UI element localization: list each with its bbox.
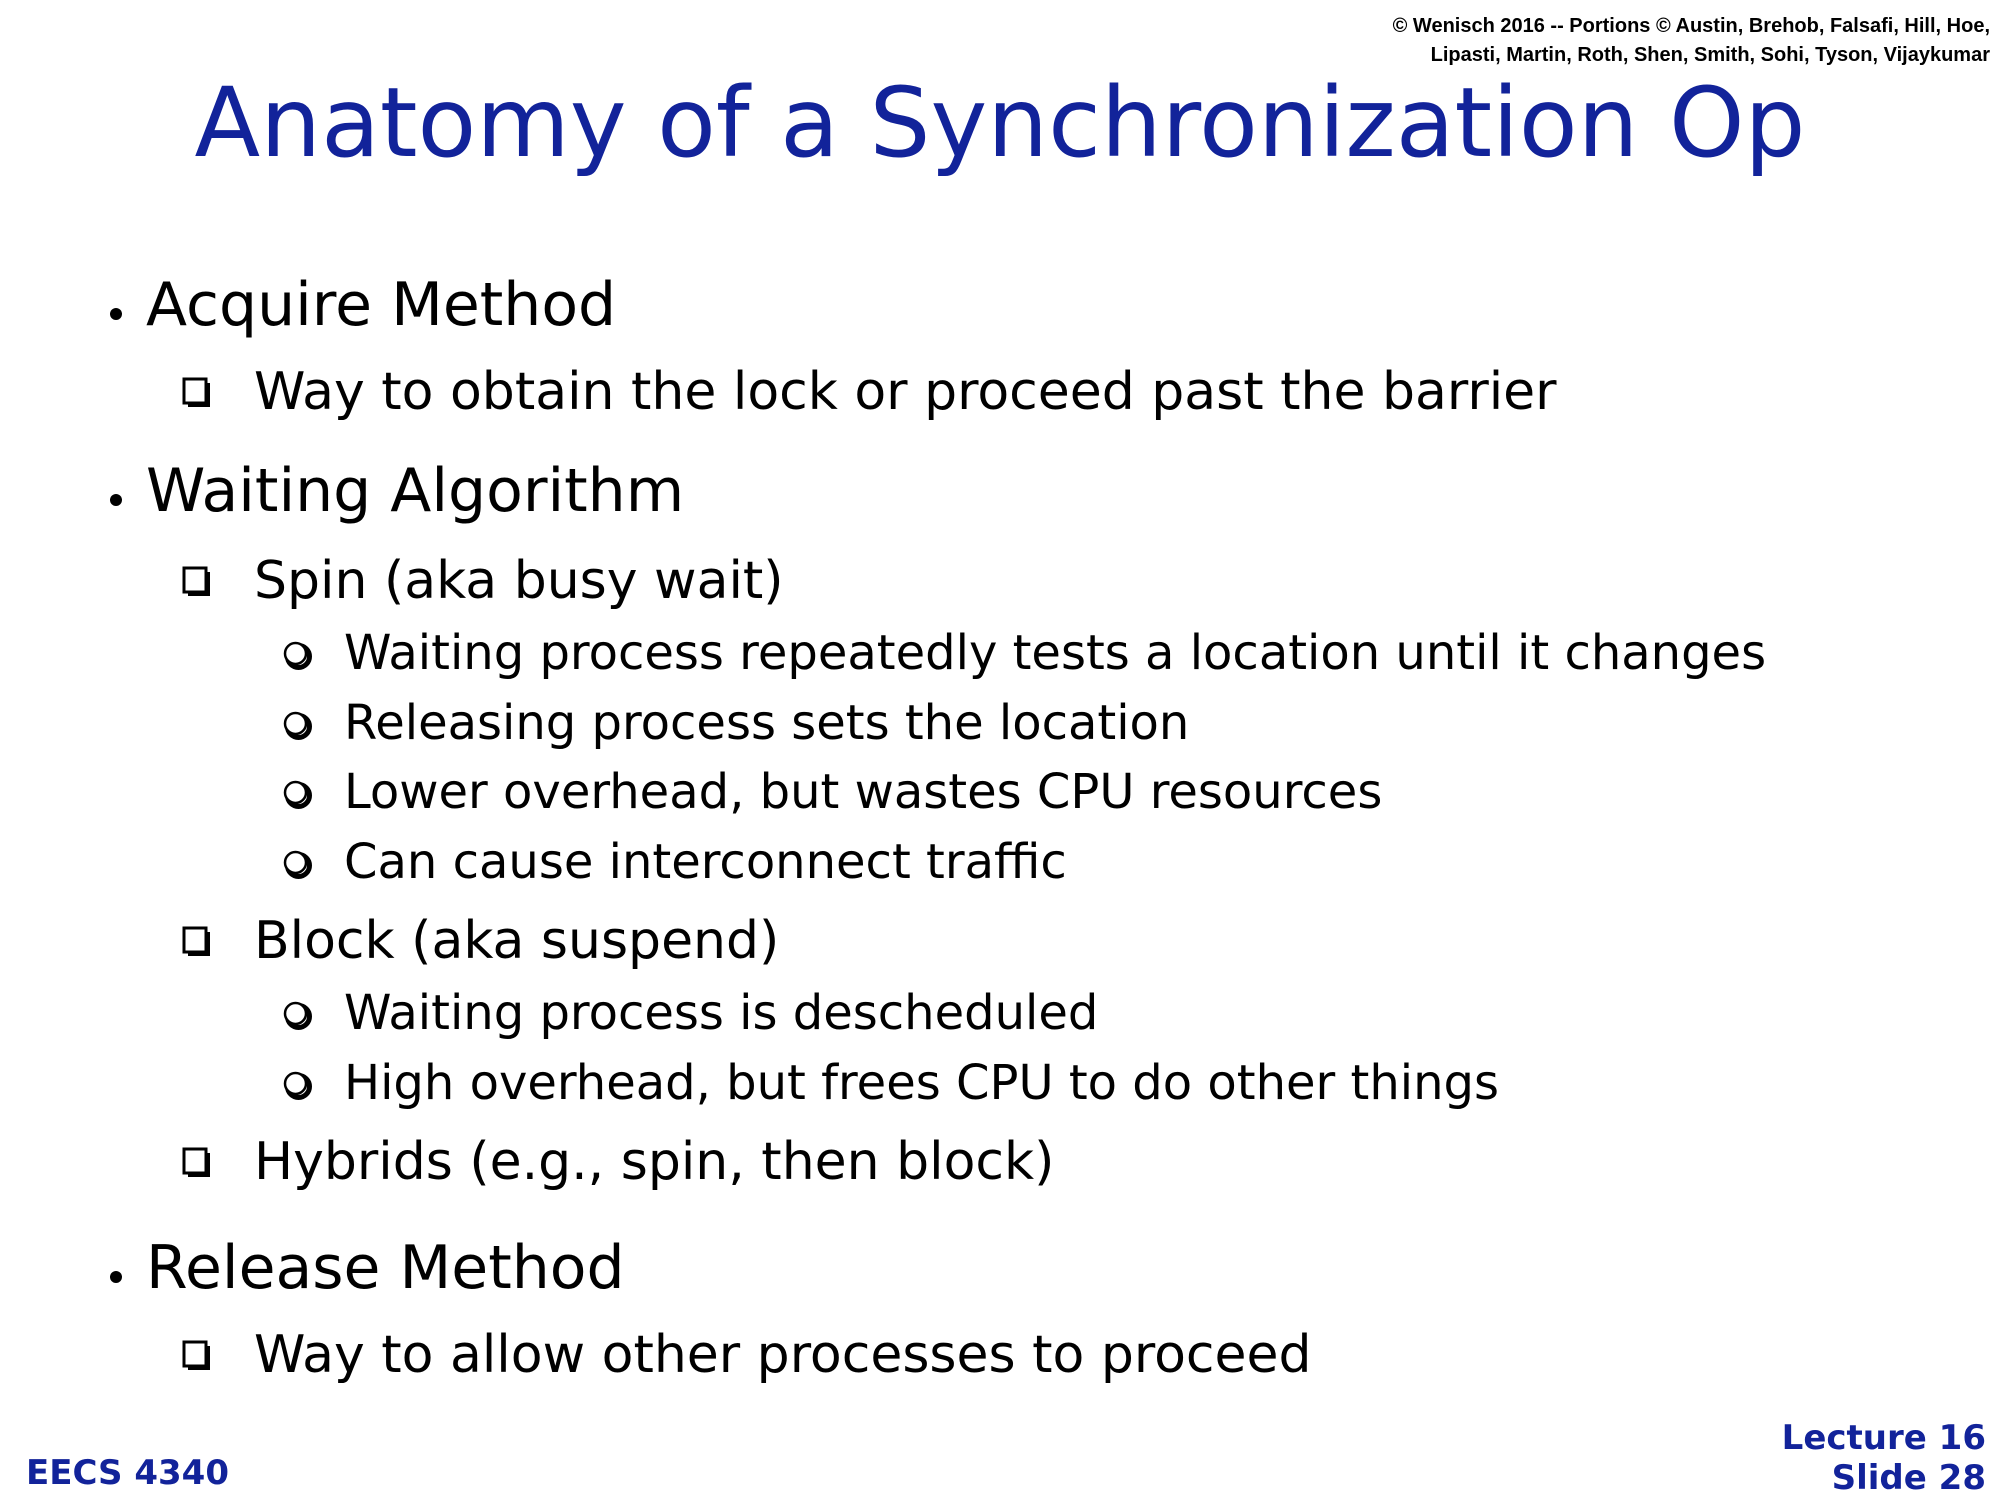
outline-heading-waiting: Waiting Algorithm xyxy=(146,456,685,526)
spin-item-4: Can cause interconnect traffic xyxy=(344,834,1067,890)
shadowed-box-icon xyxy=(182,926,212,958)
shadowed-ring-icon xyxy=(282,779,312,809)
slide-title: Anatomy of a Synchronization Op xyxy=(194,67,1806,179)
shadowed-box-icon xyxy=(182,566,212,598)
shadowed-ring-icon xyxy=(282,849,312,879)
release-item-1: Way to allow other processes to proceed xyxy=(254,1325,1312,1385)
round-bullet-icon xyxy=(110,1271,122,1283)
acquire-item-1: Way to obtain the lock or proceed past the barrier xyxy=(254,362,1557,422)
shadowed-box-icon xyxy=(182,1340,212,1372)
shadowed-box-icon xyxy=(182,1147,212,1179)
shadowed-ring-icon xyxy=(282,710,312,740)
waiting-hybrid-label: Hybrids (e.g., spin, then block) xyxy=(254,1132,1055,1192)
outline-heading-acquire: Acquire Method xyxy=(146,270,617,340)
shadowed-box-icon xyxy=(182,377,212,409)
block-item-1: Waiting process is descheduled xyxy=(344,985,1099,1041)
copyright-notice xyxy=(1090,12,1990,70)
block-item-2: High overhead, but frees CPU to do other things xyxy=(344,1055,1499,1111)
waiting-spin-label: Spin (aka busy wait) xyxy=(254,551,784,611)
shadowed-ring-icon xyxy=(282,640,312,670)
copyright-line-1: © Wenisch 2016 -- Portions © Austin, Brehob, Falsafi, Hill, Hoe, xyxy=(1392,15,1990,37)
spin-item-3: Lower overhead, but wastes CPU resources xyxy=(344,764,1383,820)
spin-item-2: Releasing process sets the location xyxy=(344,695,1190,751)
shadowed-ring-icon xyxy=(282,1000,312,1030)
round-bullet-icon xyxy=(110,494,122,506)
lecture-number: Lecture 16 xyxy=(1781,1418,1986,1458)
copyright-line-2: Lipasti, Martin, Roth, Shen, Smith, Sohi, Tyson, Vijaykumar xyxy=(1430,44,1990,66)
round-bullet-icon xyxy=(110,308,122,320)
outline-heading-release: Release Method xyxy=(146,1233,625,1303)
slide-number: Slide 28 xyxy=(1831,1458,1986,1498)
waiting-block-label: Block (aka suspend) xyxy=(254,911,780,971)
slide-number-block xyxy=(1686,1418,1986,1498)
spin-item-1: Waiting process repeatedly tests a location until it changes xyxy=(344,625,1767,681)
shadowed-ring-icon xyxy=(282,1070,312,1100)
course-code: EECS 4340 xyxy=(26,1453,229,1493)
